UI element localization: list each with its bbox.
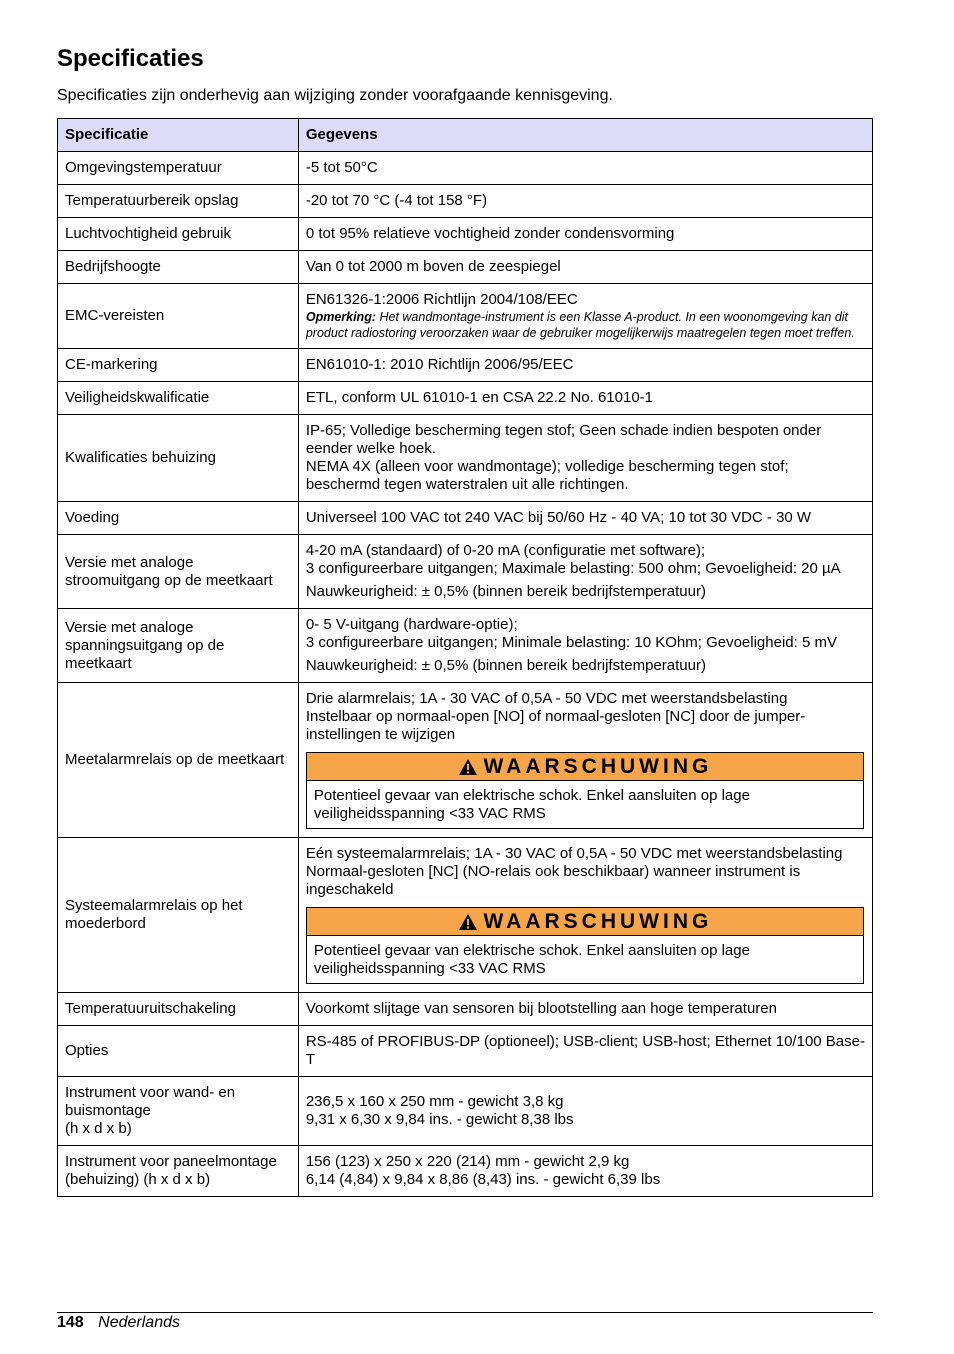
warning-triangle-icon: [458, 758, 478, 776]
warning-text: Potentieel gevaar van elektrische schok. Enkel aansluiten op lage veiligheidsspanning <33 VAC RMS: [313, 942, 750, 977]
spec-name-cell: [58, 1146, 299, 1197]
spec-value-line: Voorkomt slijtage van sensoren bij blootstelling aan hoge temperaturen: [305, 1000, 777, 1017]
table-row: [58, 415, 873, 502]
spec-value-line: 0- 5 V-uitgang (hardware-optie);: [305, 616, 518, 633]
spec-value-cell: [298, 284, 872, 349]
table-row: [58, 382, 873, 415]
spec-value-line: 4-20 mA (standaard) of 0-20 mA (configuratie met software);: [305, 542, 706, 559]
header-data: Gegevens: [298, 119, 872, 152]
table-row: [58, 185, 873, 218]
spec-value-cell: [298, 535, 872, 609]
spec-name: Versie met analoge stroomuitgang op de meetkaart: [65, 553, 273, 589]
warning-triangle-icon: [458, 913, 478, 931]
spec-value-line: ETL, conform UL 61010-1 en CSA 22.2 No. 61010-1: [305, 389, 653, 406]
spec-name: Temperatuuruitschakeling: [65, 1000, 236, 1017]
spec-name: Instrument voor wand- en buismontage (h x d x b): [65, 1084, 236, 1137]
spec-value-line: RS-485 of PROFIBUS-DP (optioneel); USB-client; USB-host; Ethernet 10/100 Base-T: [305, 1033, 865, 1068]
spec-value-cell: [298, 502, 872, 535]
table-row: [58, 838, 873, 993]
spec-value-line: 0 tot 95% relatieve vochtigheid zonder condensvorming: [305, 225, 675, 242]
spec-name-cell: [58, 251, 299, 284]
spec-name: Instrument voor paneelmontage (behuizing) (h x d x b): [65, 1153, 277, 1188]
warning-header: [307, 908, 863, 936]
spec-note: [306, 309, 865, 341]
spec-name-cell: [58, 1077, 299, 1146]
spec-value-cell: [298, 349, 872, 382]
warning-box: [306, 907, 864, 984]
spec-name-cell: [58, 1026, 299, 1077]
warning-header: [307, 753, 863, 781]
spec-value-line: Instelbaar op normaal-open [NO] of normaal-gesloten [NC] door de jumper-instellingen te wijzigen: [305, 708, 806, 743]
spec-value-line: -20 tot 70 °C (-4 tot 158 °F): [305, 192, 488, 209]
spec-value-cell: [298, 251, 872, 284]
spec-value-line: EN61010-1: 2010 Richtlijn 2006/95/EEC: [305, 356, 574, 373]
spec-name-cell: [58, 152, 299, 185]
spec-name: CE-markering: [65, 356, 158, 373]
intro-text: Specificaties zijn onderhevig aan wijziging zonder voorafgaande kennisgeving.: [57, 87, 613, 104]
accuracy-line: Nauwkeurigheid: ± 0,5% (binnen bereik bedrijfstemperatuur): [305, 657, 706, 674]
spec-name: Luchtvochtigheid gebruik: [65, 225, 231, 242]
spec-name: Temperatuurbereik opslag: [65, 192, 239, 209]
spec-name-cell: [58, 683, 299, 838]
spec-value-line: EN61326-1:2006 Richtlijn 2004/108/EEC: [305, 291, 578, 308]
spec-name: Systeemalarmrelais op het moederbord: [65, 897, 243, 932]
table-row: [58, 1146, 873, 1197]
spec-value-line: 9,31 x 6,30 x 9,84 ins. - gewicht 8,38 lbs: [305, 1111, 574, 1128]
page-number: 148: [57, 1314, 84, 1331]
warning-title: WAARSCHUWING: [483, 754, 713, 778]
page-footer: [57, 1313, 180, 1333]
spec-name-cell: [58, 382, 299, 415]
spec-name-cell: [58, 415, 299, 502]
spec-value-line: NEMA 4X (alleen voor wandmontage); volledige bescherming tegen stof; beschermd tegen waterstralen uit alle richtingen.: [305, 458, 789, 493]
warning-text: Potentieel gevaar van elektrische schok. Enkel aansluiten op lage veiligheidsspanning <33 VAC RMS: [313, 787, 750, 822]
spec-value-line: Van 0 tot 2000 m boven de zeespiegel: [305, 258, 561, 275]
spec-value-cell: [298, 1026, 872, 1077]
spec-value-line: IP-65; Volledige bescherming tegen stof; Geen schade indien bespoten onder eender welke hoek.: [305, 422, 822, 457]
spec-value-line: 156 (123) x 250 x 220 (214) mm - gewicht 2,9 kg: [305, 1153, 630, 1170]
note-label: Opmerking:: [305, 310, 376, 324]
table-row: [58, 993, 873, 1026]
table-row: [58, 1077, 873, 1146]
spec-table-body: [58, 152, 873, 1197]
spec-name-cell: [58, 502, 299, 535]
table-row: [58, 152, 873, 185]
spec-name: Omgevingstemperatuur: [65, 159, 222, 176]
spec-value-cell: [298, 152, 872, 185]
spec-value-cell: [298, 1146, 872, 1197]
spec-value-line: 3 configureerbare uitgangen; Maximale belasting: 500 ohm; Gevoeligheid: 20 µA: [305, 560, 841, 577]
spec-value-line: 6,14 (4,84) x 9,84 x 8,86 (8,43) ins. - gewicht 6,39 lbs: [305, 1171, 661, 1188]
spec-value-line: Drie alarmrelais; 1A - 30 VAC of 0,5A - 50 VDC met weerstandsbelasting: [305, 690, 788, 707]
spec-name: Meetalarmrelais op de meetkaart: [65, 751, 285, 768]
table-row: [58, 251, 873, 284]
table-row: [58, 1026, 873, 1077]
spec-name: Bedrijfshoogte: [65, 258, 161, 275]
table-row: [58, 535, 873, 609]
table-header-row: [58, 119, 873, 152]
spec-name: Opties: [65, 1042, 109, 1059]
spec-name: Versie met analoge spanningsuitgang op de meetkaart: [65, 618, 225, 672]
spec-name-cell: [58, 284, 299, 349]
table-row: [58, 349, 873, 382]
spec-name-cell: [58, 185, 299, 218]
page-title: Specificaties: [57, 45, 204, 72]
warning-title: WAARSCHUWING: [483, 909, 713, 933]
table-row: [58, 609, 873, 683]
header-spec: Specificatie: [58, 119, 299, 152]
spec-name: EMC-vereisten: [65, 307, 165, 324]
spec-value-line: 3 configureerbare uitgangen; Minimale belasting: 10 KOhm; Gevoeligheid: 5 mV: [305, 634, 837, 651]
spec-value-line: -5 tot 50°C: [305, 159, 378, 176]
spec-name-cell: [58, 535, 299, 609]
table-row: [58, 218, 873, 251]
table-row: [58, 502, 873, 535]
table-row: [58, 683, 873, 838]
spec-value-cell: [298, 1077, 872, 1146]
spec-name: Kwalificaties behuizing: [65, 449, 216, 466]
spec-value-line: Universeel 100 VAC tot 240 VAC bij 50/60 Hz - 40 VA; 10 tot 30 VDC - 30 W: [305, 509, 812, 526]
warning-box: [306, 752, 864, 829]
spec-value-line: Eén systeemalarmrelais; 1A - 30 VAC of 0,5A - 50 VDC met weerstandsbelasting: [305, 845, 843, 862]
spec-value-cell: [298, 218, 872, 251]
spec-value-cell: [298, 838, 872, 993]
spec-value-cell: [298, 185, 872, 218]
spec-value-cell: [298, 683, 872, 838]
spec-name: Voeding: [65, 509, 120, 526]
spec-value-cell: [298, 415, 872, 502]
spec-value-cell: [298, 382, 872, 415]
spec-name: Veiligheidskwalificatie: [65, 389, 210, 406]
spec-value-cell: [298, 609, 872, 683]
spec-table: [57, 118, 873, 1197]
footer-language: Nederlands: [98, 1314, 180, 1331]
spec-name-cell: [58, 609, 299, 683]
spec-value-line: Normaal-gesloten [NC] (NO-relais ook beschikbaar) wanneer instrument is ingeschakeld: [305, 863, 801, 898]
spec-value-cell: [298, 993, 872, 1026]
spec-value-line: 236,5 x 160 x 250 mm - gewicht 3,8 kg: [305, 1093, 564, 1110]
note-text: Het wandmontage-instrument is een Klasse A-product. In een woonomgeving kan dit product radiostoring veroorzaken waar de gebruiker mogelijkerwijs maatregelen tegen moet treffen.: [305, 310, 855, 340]
spec-name-cell: [58, 993, 299, 1026]
accuracy-line: Nauwkeurigheid: ± 0,5% (binnen bereik bedrijfstemperatuur): [305, 583, 706, 600]
spec-name-cell: [58, 838, 299, 993]
table-row: [58, 284, 873, 349]
spec-name-cell: [58, 218, 299, 251]
spec-name-cell: [58, 349, 299, 382]
